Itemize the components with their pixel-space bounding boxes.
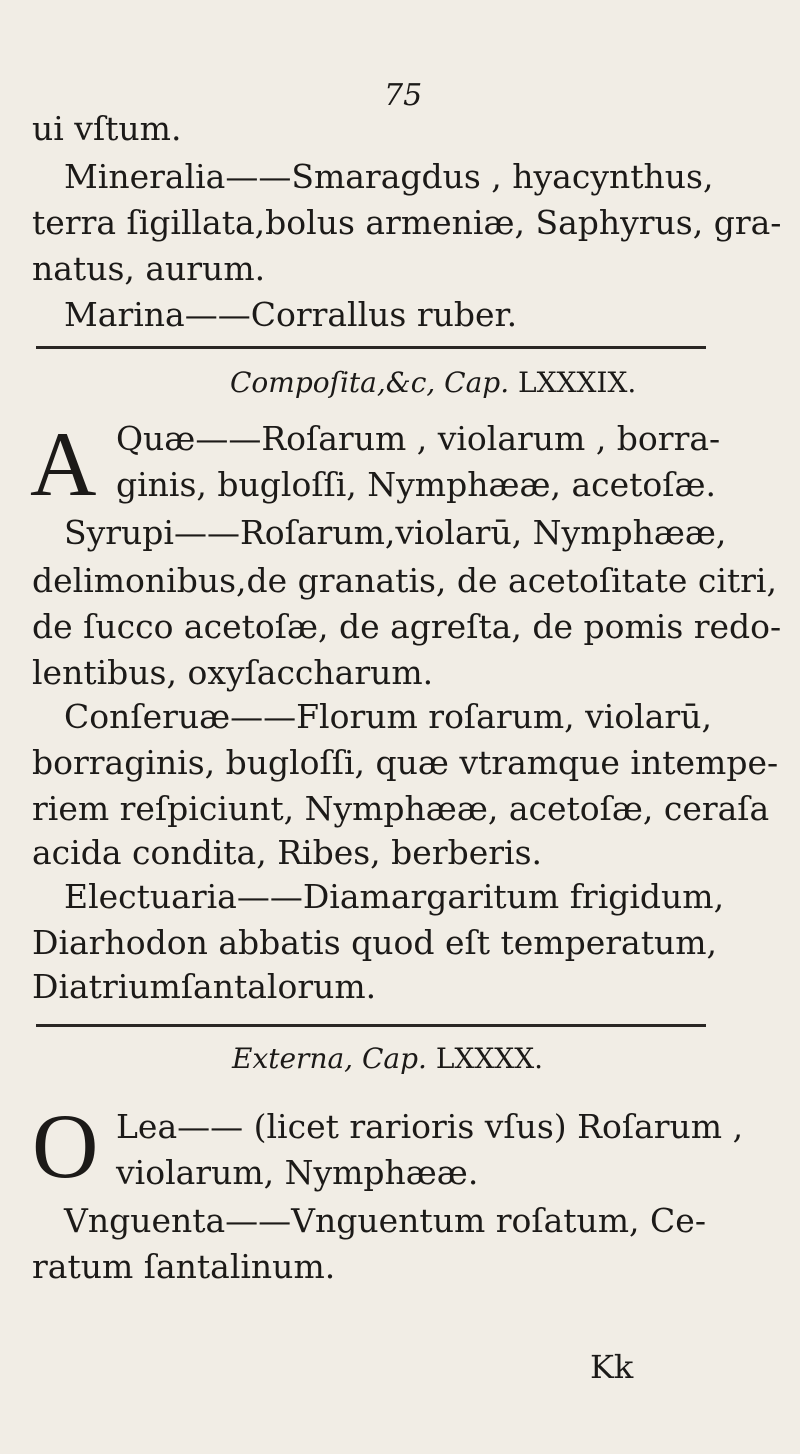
section-heading: [230, 366, 636, 399]
drop-cap: A: [30, 413, 97, 515]
text-line: acida condita, Ribes, berberis.: [32, 833, 543, 872]
text-line: Syrupi——Roſarum,violarū, Nymphææ,: [64, 513, 727, 552]
text-line: violarum, Nymphææ.: [116, 1153, 479, 1192]
text-line: terra ſigillata,bolus armeniæ, Saphyrus, gra-: [32, 203, 782, 242]
text-line: ginis, bugloſſi, Nymphææ, acetoſæ.: [116, 465, 717, 504]
section-rule: [36, 346, 706, 349]
text-line: Marina——Corrallus ruber.: [64, 295, 518, 334]
text-line: Lea—— (licet rarioris vſus) Roſarum ,: [116, 1107, 744, 1146]
section-heading-italic: Externa, Cap.: [232, 1042, 427, 1075]
catchword: Kk: [590, 1348, 634, 1386]
text-line: Quæ——Roſarum , violarum , borra-: [116, 419, 721, 458]
section-heading-italic: Compoſita,&c, Cap.: [230, 366, 510, 399]
section-heading-number: LXXXIX.: [518, 366, 637, 399]
section-rule: [36, 1024, 706, 1027]
text-line: Conſeruæ——Florum roſarum, violarū,: [64, 697, 712, 736]
text-line: ratum ſantalinum.: [32, 1247, 336, 1286]
text-line: Vnguenta——Vnguentum roſatum, Ce-: [64, 1201, 706, 1240]
page-number: 75: [384, 78, 423, 113]
text-line: Electuaria——Diamargaritum frigidum,: [64, 877, 725, 916]
drop-cap: O: [32, 1095, 99, 1197]
text-line: lentibus, oxyſaccharum.: [32, 653, 434, 692]
text-line: riem reſpiciunt, Nymphææ, acetoſæ, ceraſa: [32, 789, 770, 828]
section-heading-number: LXXXX.: [435, 1042, 544, 1075]
text-line: de ſucco acetoſæ, de agreſta, de pomis redo-: [32, 607, 782, 646]
section-heading: [232, 1042, 543, 1075]
text-line: ui vſtum.: [32, 109, 182, 148]
text-line: borraginis, bugloſſi, quæ vtramque intempe-: [32, 743, 779, 782]
text-line: natus, aurum.: [32, 249, 266, 288]
text-line: delimonibus,de granatis, de acetoſitate citri,: [32, 561, 777, 600]
text-line: Diarhodon abbatis quod eſt temperatum,: [32, 923, 717, 962]
text-line: Mineralia——Smaragdus , hyacynthus,: [64, 157, 714, 196]
text-line: Diatriumſantalorum.: [32, 967, 377, 1006]
